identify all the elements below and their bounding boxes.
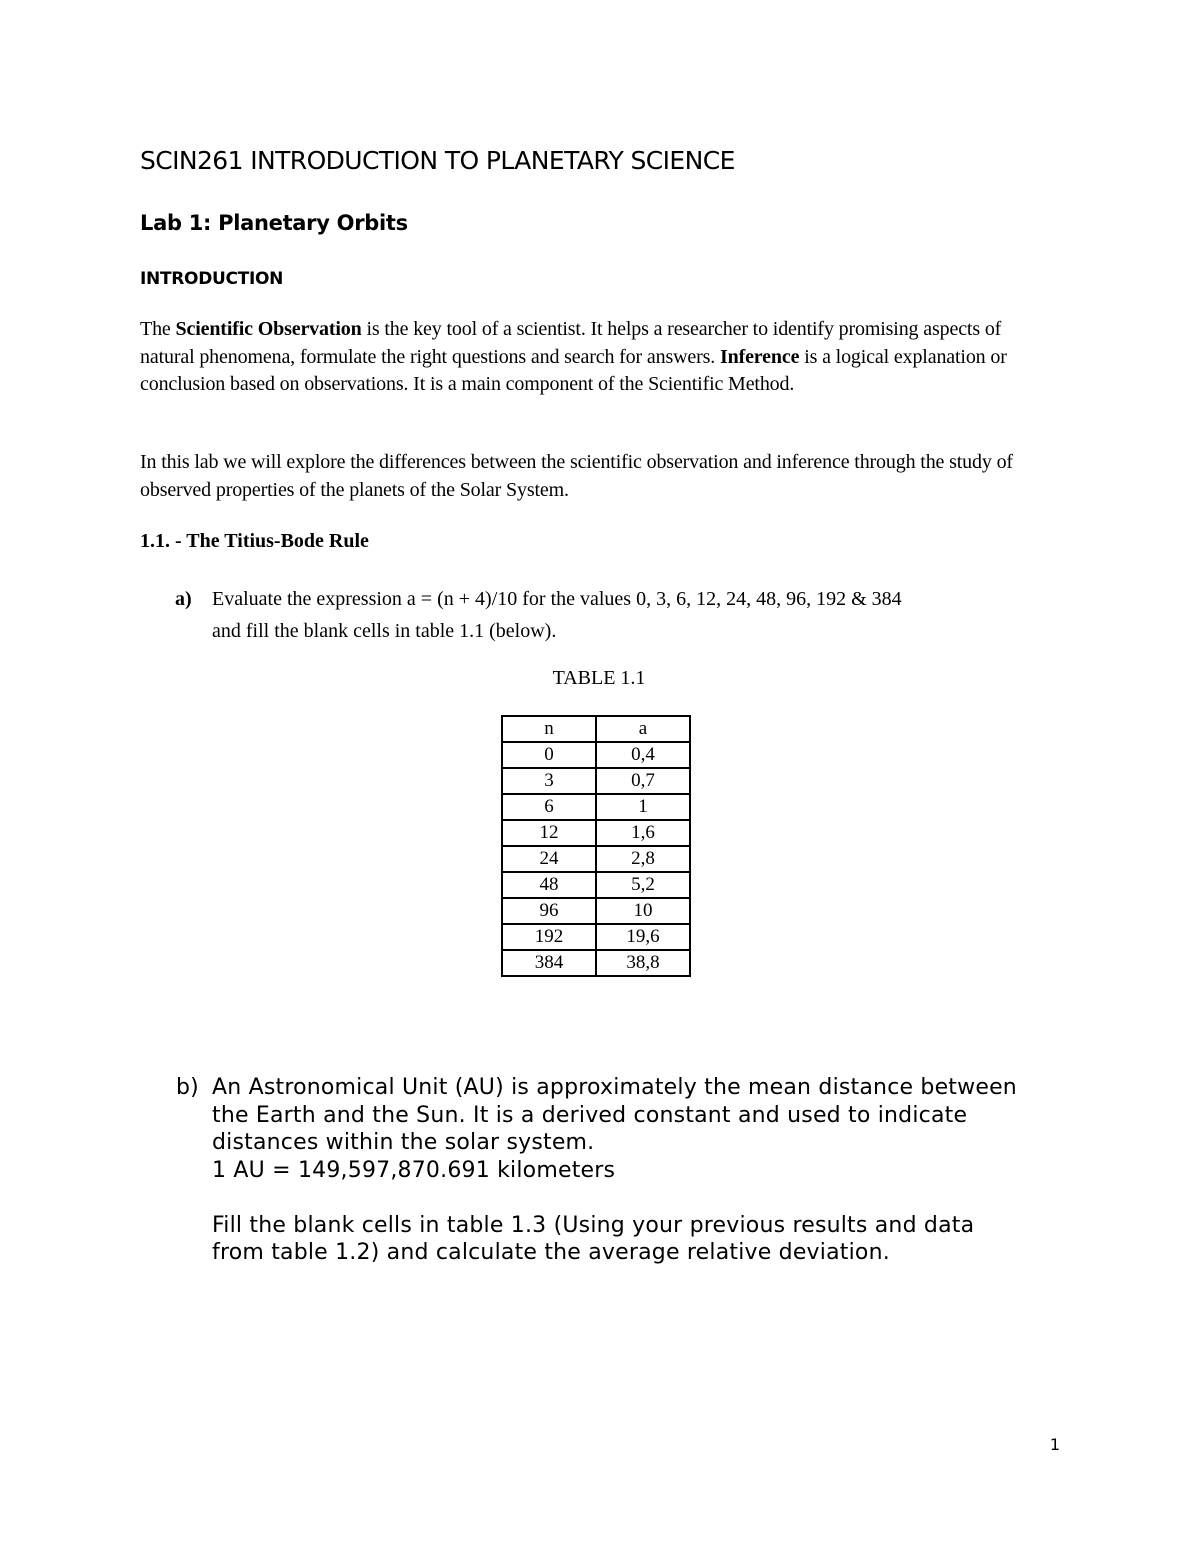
table-cell-a: 0,4 bbox=[596, 742, 690, 768]
term-scientific-observation: Scientific Observation bbox=[175, 318, 362, 340]
item-b-body bbox=[212, 1074, 1076, 1267]
table-row bbox=[502, 846, 690, 872]
table-cell-a: 0,7 bbox=[596, 768, 690, 794]
subsection-heading-titius-bode: 1.1. - The Titius-Bode Rule bbox=[140, 530, 369, 552]
table-row bbox=[502, 794, 690, 820]
course-title: SCIN261 INTRODUCTION TO PLANETARY SCIENCE bbox=[140, 146, 735, 175]
table-row bbox=[502, 820, 690, 846]
intro-paragraph-2: In this lab we will explore the differences between the scientific observation and inference through the study of observed properties of the planets of the Solar System. bbox=[140, 451, 1013, 501]
item-a-body bbox=[212, 583, 1055, 647]
table-cell-n: 96 bbox=[502, 898, 596, 924]
table-cell-a: 1,6 bbox=[596, 820, 690, 846]
table-cell-a: 19,6 bbox=[596, 924, 690, 950]
item-b-line-2: the Earth and the Sun. It is a derived constant and used to indicate bbox=[212, 1102, 968, 1128]
table-row bbox=[502, 872, 690, 898]
table-cell-n: 6 bbox=[502, 794, 596, 820]
table-1-1 bbox=[501, 715, 691, 977]
table-cell-n: 12 bbox=[502, 820, 596, 846]
item-b-line-5: Fill the blank cells in table 1.3 (Using your previous results and data bbox=[212, 1212, 975, 1238]
item-b-spacer bbox=[212, 1184, 1076, 1212]
table-header-row bbox=[502, 716, 690, 742]
table-row bbox=[502, 924, 690, 950]
table-cell-a: 5,2 bbox=[596, 872, 690, 898]
item-b-marker: b) bbox=[176, 1075, 199, 1100]
lab-title: Lab 1: Planetary Orbits bbox=[140, 211, 408, 235]
intro-p1-text2: is a logical explanation or conclusion based on observations. It is a main component of the Scientific Method. bbox=[140, 345, 1007, 395]
item-b bbox=[176, 1074, 1076, 1267]
table-header-a: a bbox=[596, 716, 690, 742]
page-number: 1 bbox=[1049, 1435, 1060, 1454]
item-a-line-1: Evaluate the expression a = (n + 4)/10 for the values 0, 3, 6, 12, 24, 48, 96, 192 & 384 bbox=[212, 588, 902, 610]
table-row bbox=[502, 768, 690, 794]
intro-p1-text1: is the key tool of a scientist. It helps a researcher to identify promising aspects of natural phenomena, formulate the right questions and search for answers. bbox=[140, 318, 1002, 368]
table-row bbox=[502, 742, 690, 768]
table-cell-a: 2,8 bbox=[596, 846, 690, 872]
item-b-au-definition: 1 AU = 149,597,870.691 kilometers bbox=[212, 1157, 616, 1183]
table-cell-a: 10 bbox=[596, 898, 690, 924]
table-cell-n: 3 bbox=[502, 768, 596, 794]
item-a bbox=[175, 583, 1055, 647]
table-cell-n: 24 bbox=[502, 846, 596, 872]
table-cell-n: 384 bbox=[502, 950, 596, 976]
table-caption: TABLE 1.1 bbox=[552, 667, 646, 689]
table-row bbox=[502, 950, 690, 976]
table-row bbox=[502, 898, 690, 924]
table-cell-n: 192 bbox=[502, 924, 596, 950]
item-a-line-2: and fill the blank cells in table 1.1 (below). bbox=[212, 620, 557, 642]
item-b-line-3: distances within the solar system. bbox=[212, 1130, 595, 1155]
section-heading-introduction: INTRODUCTION bbox=[140, 269, 284, 289]
item-b-line-1: An Astronomical Unit (AU) is approximately the mean distance between bbox=[212, 1075, 1017, 1100]
intro-paragraph-1 bbox=[140, 316, 1040, 399]
term-inference: Inference bbox=[719, 345, 800, 368]
intro-p1-lead: The bbox=[140, 318, 176, 340]
item-a-marker: a) bbox=[175, 588, 192, 610]
item-b-line-6: from table 1.2) and calculate the average relative deviation. bbox=[212, 1240, 890, 1265]
table-cell-a: 38,8 bbox=[596, 950, 690, 976]
table-cell-a: 1 bbox=[596, 794, 690, 820]
table-header-n: n bbox=[502, 716, 596, 742]
table-cell-n: 0 bbox=[502, 742, 596, 768]
table-cell-n: 48 bbox=[502, 872, 596, 898]
